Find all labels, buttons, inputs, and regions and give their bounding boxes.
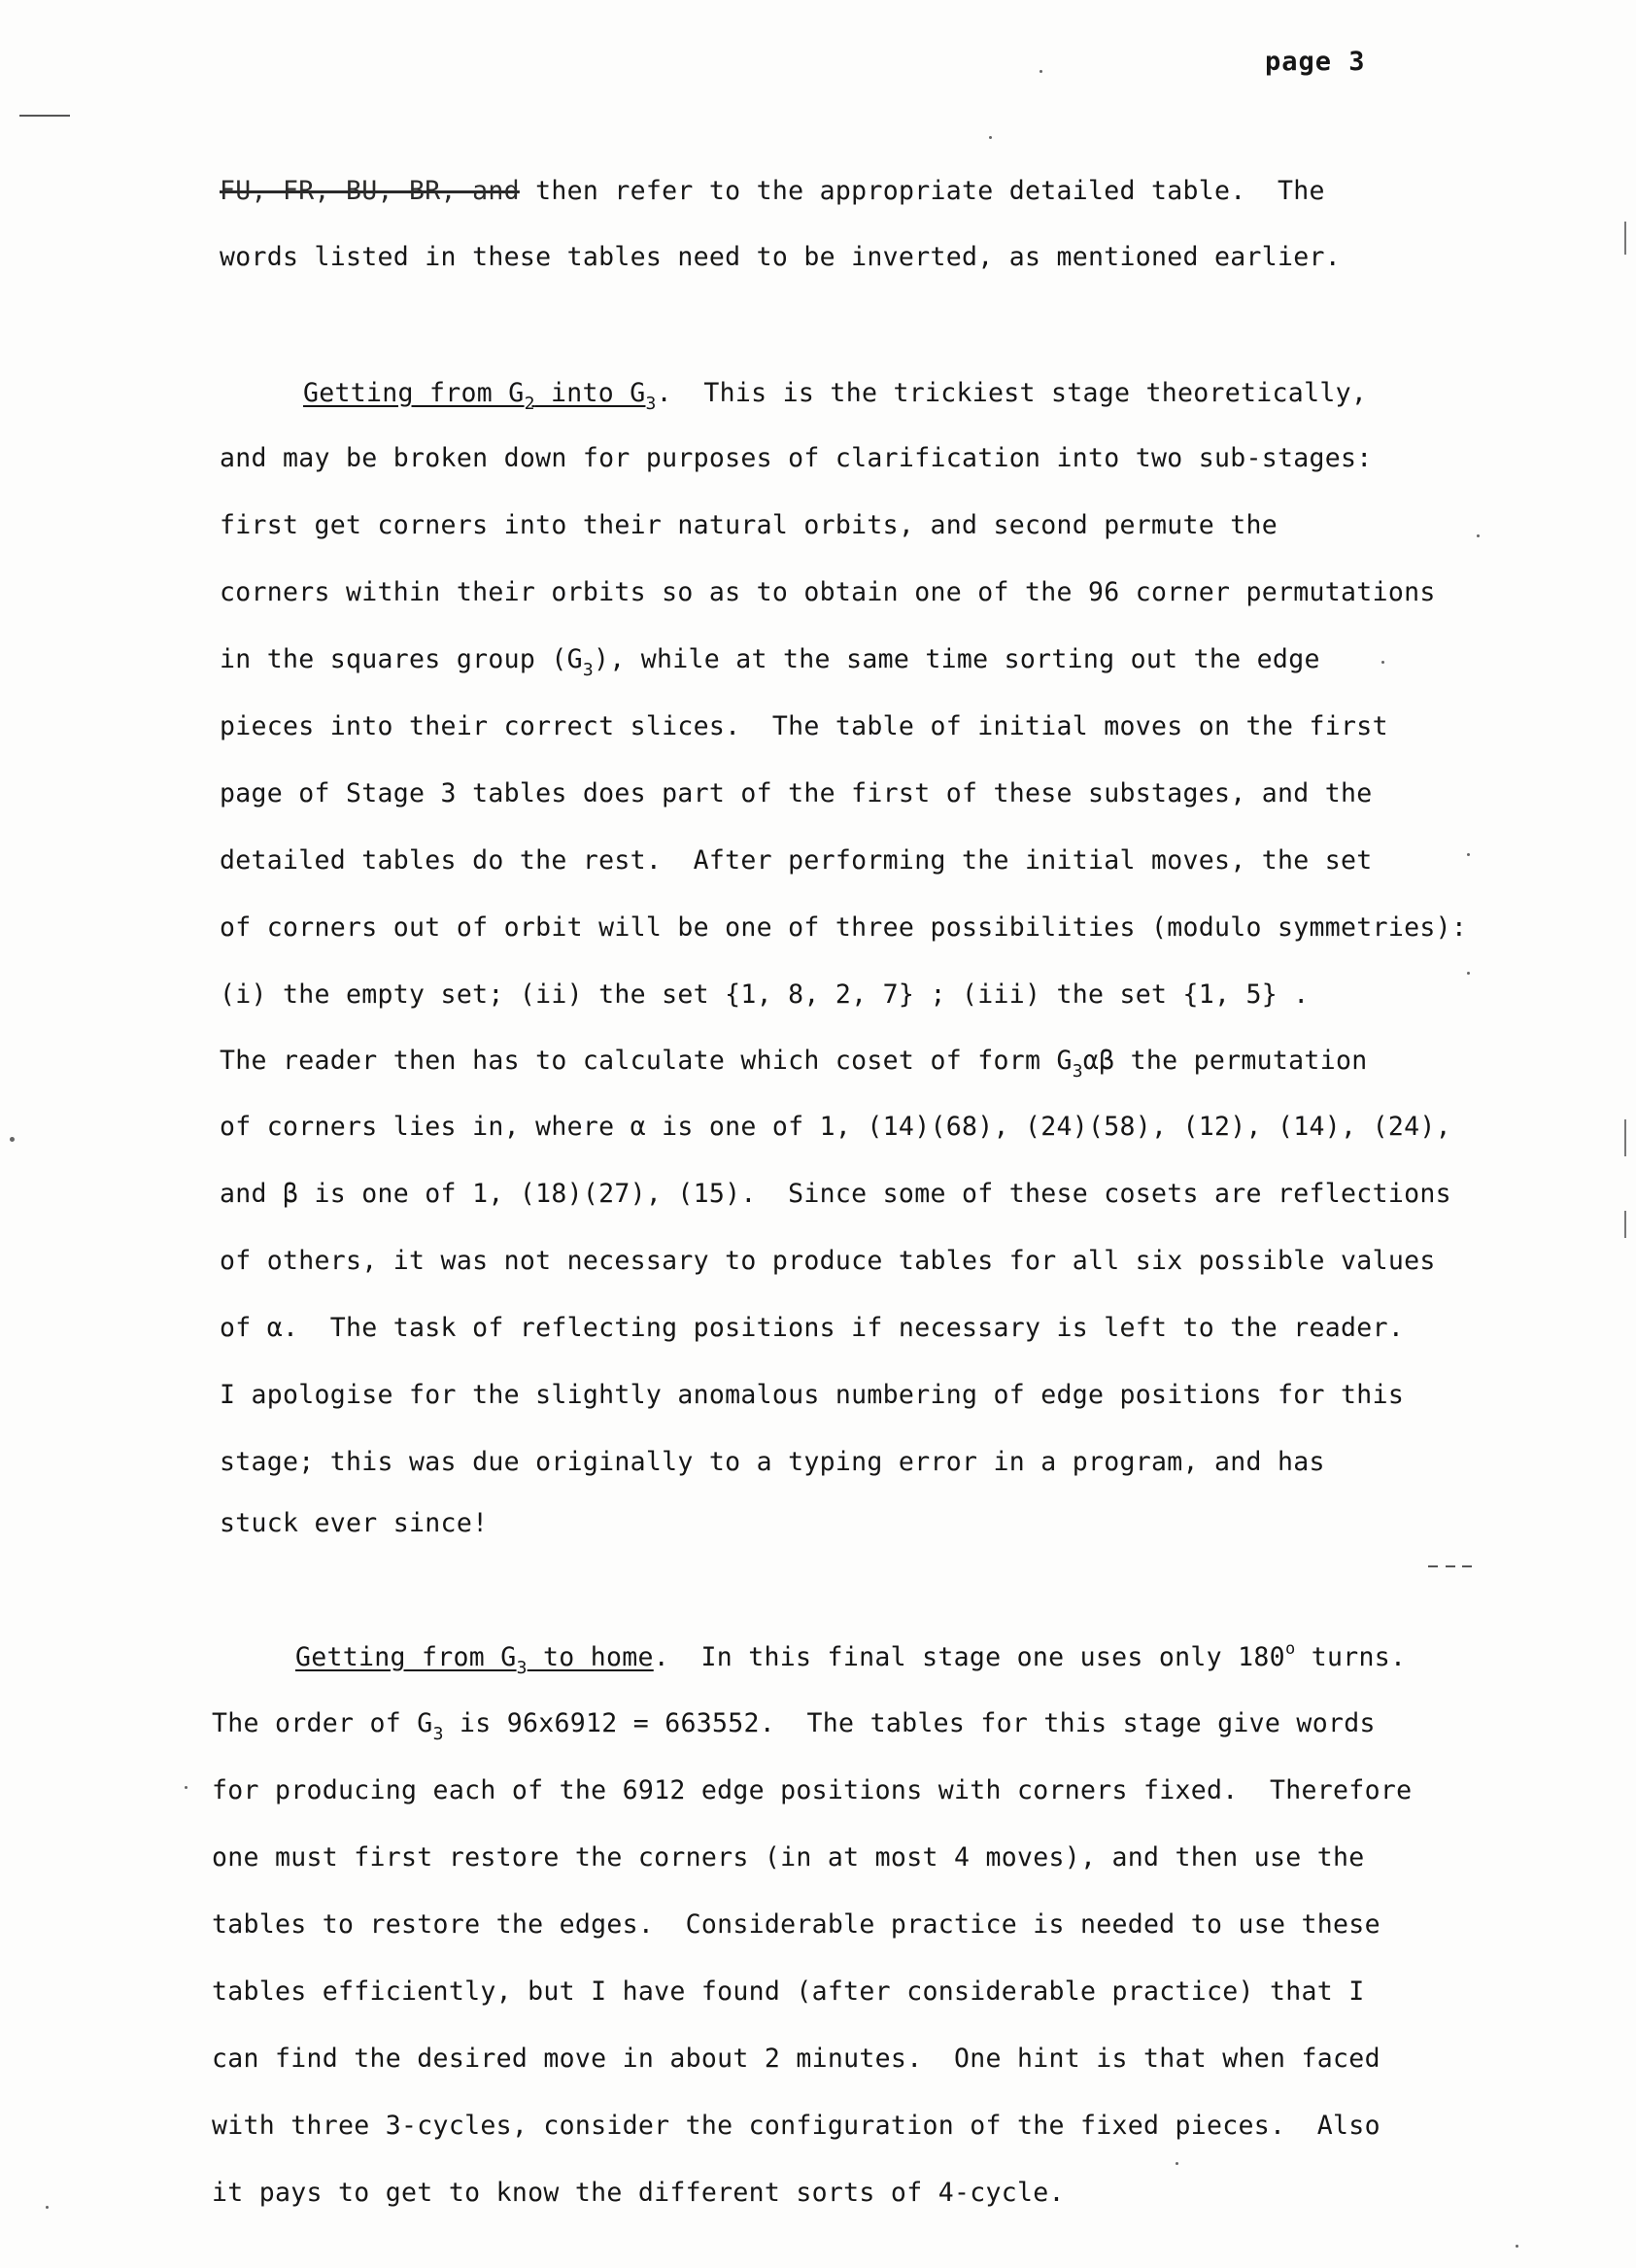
text-span: This is the trickiest stage theoretically, — [671, 378, 1368, 408]
text-line: and may be broken down for purposes of clarification into two sub-stages: — [220, 443, 1373, 473]
text-line: Getting from $G_3$ to home. In this final stage one uses only 180$^o$ turns. — [295, 1639, 1407, 1678]
text-line: of α. The task of reflecting positions if necessary is left to the reader. — [220, 1313, 1405, 1343]
scan-speck — [1467, 853, 1470, 856]
text-line: The reader then has to calculate which coset of form $G_3\alpha\beta$ the permutation — [220, 1046, 1368, 1082]
section-heading-g3-home: Getting from $G_3$ to home — [295, 1642, 654, 1678]
scan-speck — [10, 1137, 15, 1142]
scan-speck — [1381, 661, 1384, 664]
scan-mark — [1428, 1565, 1438, 1567]
text-line: I apologise for the slightly anomalous numbering of edge positions for this — [220, 1380, 1405, 1410]
text-line: of corners lies in, where α is one of 1, (14)(68), (24)(58), (12), (14), (24), — [220, 1112, 1451, 1142]
text-line: The order of $G_3$ is 96x6912 = 663552. The tables for this stage give words — [212, 1708, 1376, 1744]
text-line: in the squares group $(G_3)$, while at the same time sorting out the edge — [220, 644, 1320, 680]
text-line: tables to restore the edges. Considerable practice is needed to use these — [212, 1909, 1380, 1940]
text-line: stuck ever since! — [220, 1508, 489, 1538]
scan-mark — [1624, 222, 1626, 255]
scan-mark — [19, 115, 70, 117]
text-line: of others, it was not necessary to produce tables for all six possible values — [220, 1246, 1436, 1276]
scan-speck — [185, 1786, 187, 1789]
text-line: with three 3-cycles, consider the configuration of the fixed pieces. Also — [212, 2111, 1380, 2141]
text-line: (i) the empty set; (ii) the set {1, 8, 2, 7} ; (iii) the set {1, 5} . — [220, 979, 1310, 1010]
scan-speck — [1467, 972, 1470, 975]
text-line: of corners out of orbit will be one of three possibilities (modulo symmetries): — [220, 912, 1468, 943]
text-line: page of Stage 3 tables does part of the first of these substages, and the — [220, 778, 1373, 808]
text-line: Getting from $G_2$ into $G_3$. This is the trickiest stage theoretically, — [303, 378, 1368, 414]
scan-mark — [1462, 1565, 1472, 1567]
text-line: it pays to get to know the different sorts of 4-cycle. — [212, 2178, 1065, 2208]
scan-speck — [1477, 534, 1480, 537]
text-line: for producing each of the 6912 edge positions with corners fixed. Therefore — [212, 1775, 1413, 1805]
struck-out-text: FU, FR, BU, BR, and — [220, 176, 520, 206]
scan-mark — [1624, 1211, 1626, 1238]
text-line: corners within their orbits so as to obtain one of the 96 corner permutations — [220, 577, 1436, 607]
scan-speck — [1176, 2162, 1178, 2165]
text-line — [220, 176, 1325, 207]
scan-mark — [1446, 1565, 1455, 1567]
scan-speck — [989, 136, 992, 139]
text-span: then refer to the appropriate detailed table. The — [519, 176, 1325, 206]
text-line: one must first restore the corners (in at most 4 moves), and then use the — [212, 1842, 1365, 1873]
text-line: and β is one of 1, (18)(27), (15). Since some of these cosets are reflections — [220, 1179, 1451, 1209]
scan-speck — [46, 2206, 49, 2209]
text-line: tables efficiently, but I have found (after considerable practice) that I — [212, 1976, 1365, 2007]
scan-mark — [1624, 1119, 1626, 1156]
text-line: pieces into their correct slices. The table of initial moves on the first — [220, 711, 1388, 741]
text-line: detailed tables do the rest. After performing the initial moves, the set — [220, 845, 1373, 876]
text-line: first get corners into their natural orbits, and second permute the — [220, 510, 1278, 540]
page-number: page 3 — [1265, 47, 1366, 77]
text-line: can find the desired move in about 2 minutes. One hint is that when faced — [212, 2044, 1380, 2074]
text-line: stage; this was due originally to a typing error in a program, and has — [220, 1447, 1325, 1477]
section-heading-g2-g3: Getting from $G_2$ into $G_3$ — [303, 378, 657, 414]
scan-speck — [1516, 2245, 1518, 2248]
scan-speck — [1040, 70, 1042, 73]
text-line: words listed in these tables need to be inverted, as mentioned earlier. — [220, 242, 1342, 272]
